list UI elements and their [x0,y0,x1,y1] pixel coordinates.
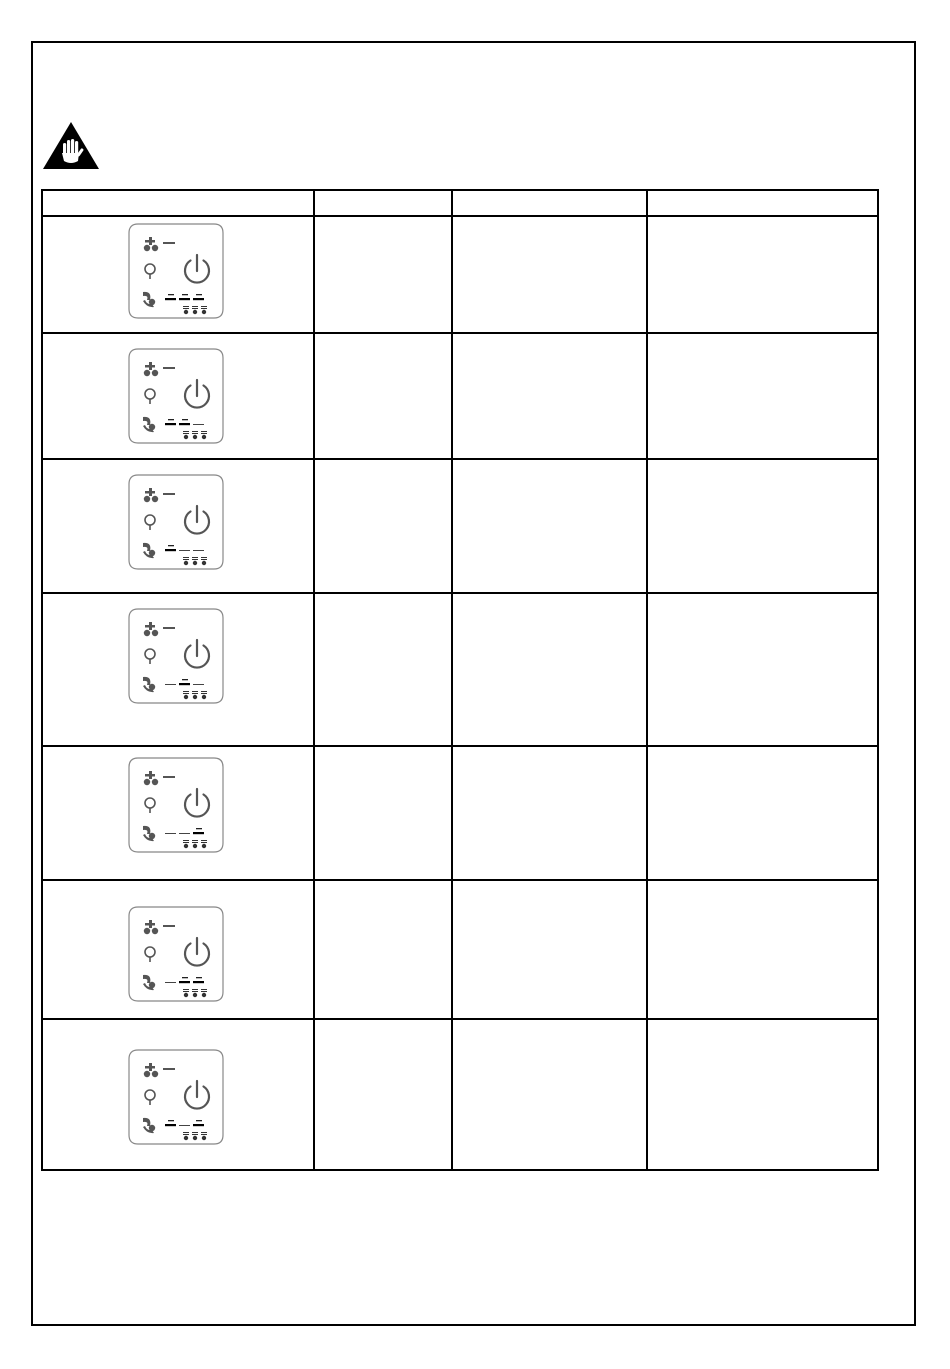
fan-speed-3-button [201,989,207,997]
fan-speed-1-button [183,989,189,997]
filter-indicator-led [163,367,175,369]
table-row [42,880,878,1019]
table-cell [314,880,452,1019]
power-icon [185,1081,209,1109]
power-icon [185,938,209,966]
fan-speed-1-button [183,691,189,699]
table-cell [314,593,452,746]
fan-speed-3-led [193,294,204,300]
control-panel-diagram [128,757,224,853]
fan-speed-1-led [165,833,176,834]
table-row [42,746,878,880]
display-panel-cell [42,1019,314,1170]
power-icon [185,380,209,408]
filter-indicator-led [163,242,175,244]
filter-indicator-led [163,1068,175,1070]
power-icon [185,506,209,534]
display-panel-cell [42,216,314,333]
fan-icon [143,677,155,692]
fan-icon [143,1118,155,1133]
control-panel-diagram [128,348,224,444]
fan-speed-2-button [192,306,198,314]
fan-speed-3-button [201,431,207,439]
fault-table [41,189,879,1171]
filter-icon [144,771,158,785]
fan-speed-1-led [165,982,176,983]
fan-icon [143,975,155,990]
control-panel-diagram [128,474,224,570]
header-column-4 [647,190,878,216]
fan-speed-2-led [179,833,190,834]
fan-speed-3-button [201,1132,207,1140]
table-cell [452,459,647,593]
fan-speed-3-led [193,1120,204,1126]
filter-icon [144,237,158,251]
light-bulb-icon [145,947,155,962]
table-cell [452,333,647,459]
table-cell [452,880,647,1019]
fan-speed-1-led [165,294,176,300]
fan-speed-2-button [192,557,198,565]
display-panel-cell [42,880,314,1019]
table-row [42,216,878,333]
fan-speed-1-led [165,1120,176,1126]
fan-speed-1-button [183,431,189,439]
power-icon [185,640,209,668]
header-display [42,190,314,216]
filter-icon [144,1063,158,1077]
fan-speed-2-button [192,840,198,848]
table-cell [314,1019,452,1170]
fan-speed-3-button [201,557,207,565]
filter-icon [144,622,158,636]
fan-speed-3-led [193,424,204,425]
hand-stop-warning-icon [42,121,100,171]
table-row [42,333,878,459]
light-bulb-icon [145,515,155,530]
fan-speed-2-button [192,431,198,439]
fan-speed-1-led [165,684,176,685]
display-panel-cell [42,459,314,593]
fan-speed-2-led [179,294,190,300]
fan-speed-2-led [179,679,190,685]
table-cell [452,593,647,746]
fan-speed-2-led [179,550,190,551]
fan-icon [143,417,155,432]
header-column-3 [452,190,647,216]
fan-speed-1-led [165,419,176,425]
control-panel-diagram [128,1049,224,1145]
fan-speed-3-led [193,550,204,551]
header-column-2 [314,190,452,216]
table-cell [647,333,878,459]
table-cell [314,333,452,459]
light-bulb-icon [145,264,155,279]
fan-speed-3-button [201,691,207,699]
filter-indicator-led [163,925,175,927]
power-icon [185,255,209,283]
filter-icon [144,488,158,502]
filter-indicator-led [163,627,175,629]
table-cell [647,1019,878,1170]
table-cell [647,459,878,593]
table-cell [647,880,878,1019]
fan-speed-2-button [192,989,198,997]
table-cell [647,216,878,333]
filter-icon [144,362,158,376]
fan-icon [143,543,155,558]
table-cell [314,216,452,333]
control-panel-diagram [128,906,224,1002]
table-cell [452,216,647,333]
fan-speed-1-button [183,840,189,848]
table-cell [647,593,878,746]
display-panel-cell [42,333,314,459]
light-bulb-icon [145,798,155,813]
light-bulb-icon [145,389,155,404]
display-panel-cell [42,593,314,746]
table-cell [314,746,452,880]
fan-speed-1-button [183,557,189,565]
fan-speed-2-led [179,1125,190,1126]
table-cell [452,746,647,880]
fan-icon [143,292,155,307]
power-icon [185,789,209,817]
filter-indicator-led [163,776,175,778]
filter-icon [144,920,158,934]
table-header-row [42,190,878,216]
fan-speed-1-button [183,1132,189,1140]
fan-speed-3-button [201,306,207,314]
fan-speed-3-button [201,840,207,848]
light-bulb-icon [145,1090,155,1105]
table-cell [314,459,452,593]
control-panel-diagram [128,608,224,704]
table-row [42,1019,878,1170]
filter-indicator-led [163,493,175,495]
table-row [42,459,878,593]
fan-speed-1-button [183,306,189,314]
fan-speed-2-button [192,691,198,699]
table-cell [452,1019,647,1170]
fan-speed-1-led [165,545,176,551]
fan-speed-2-led [179,977,190,983]
fan-speed-2-led [179,419,190,425]
light-bulb-icon [145,649,155,664]
fan-speed-3-led [193,828,204,834]
fan-speed-3-led [193,684,204,685]
control-panel-diagram [128,223,224,319]
display-panel-cell [42,746,314,880]
fan-icon [143,826,155,841]
fan-speed-3-led [193,977,204,983]
table-row [42,593,878,746]
table-cell [647,746,878,880]
fan-speed-2-button [192,1132,198,1140]
